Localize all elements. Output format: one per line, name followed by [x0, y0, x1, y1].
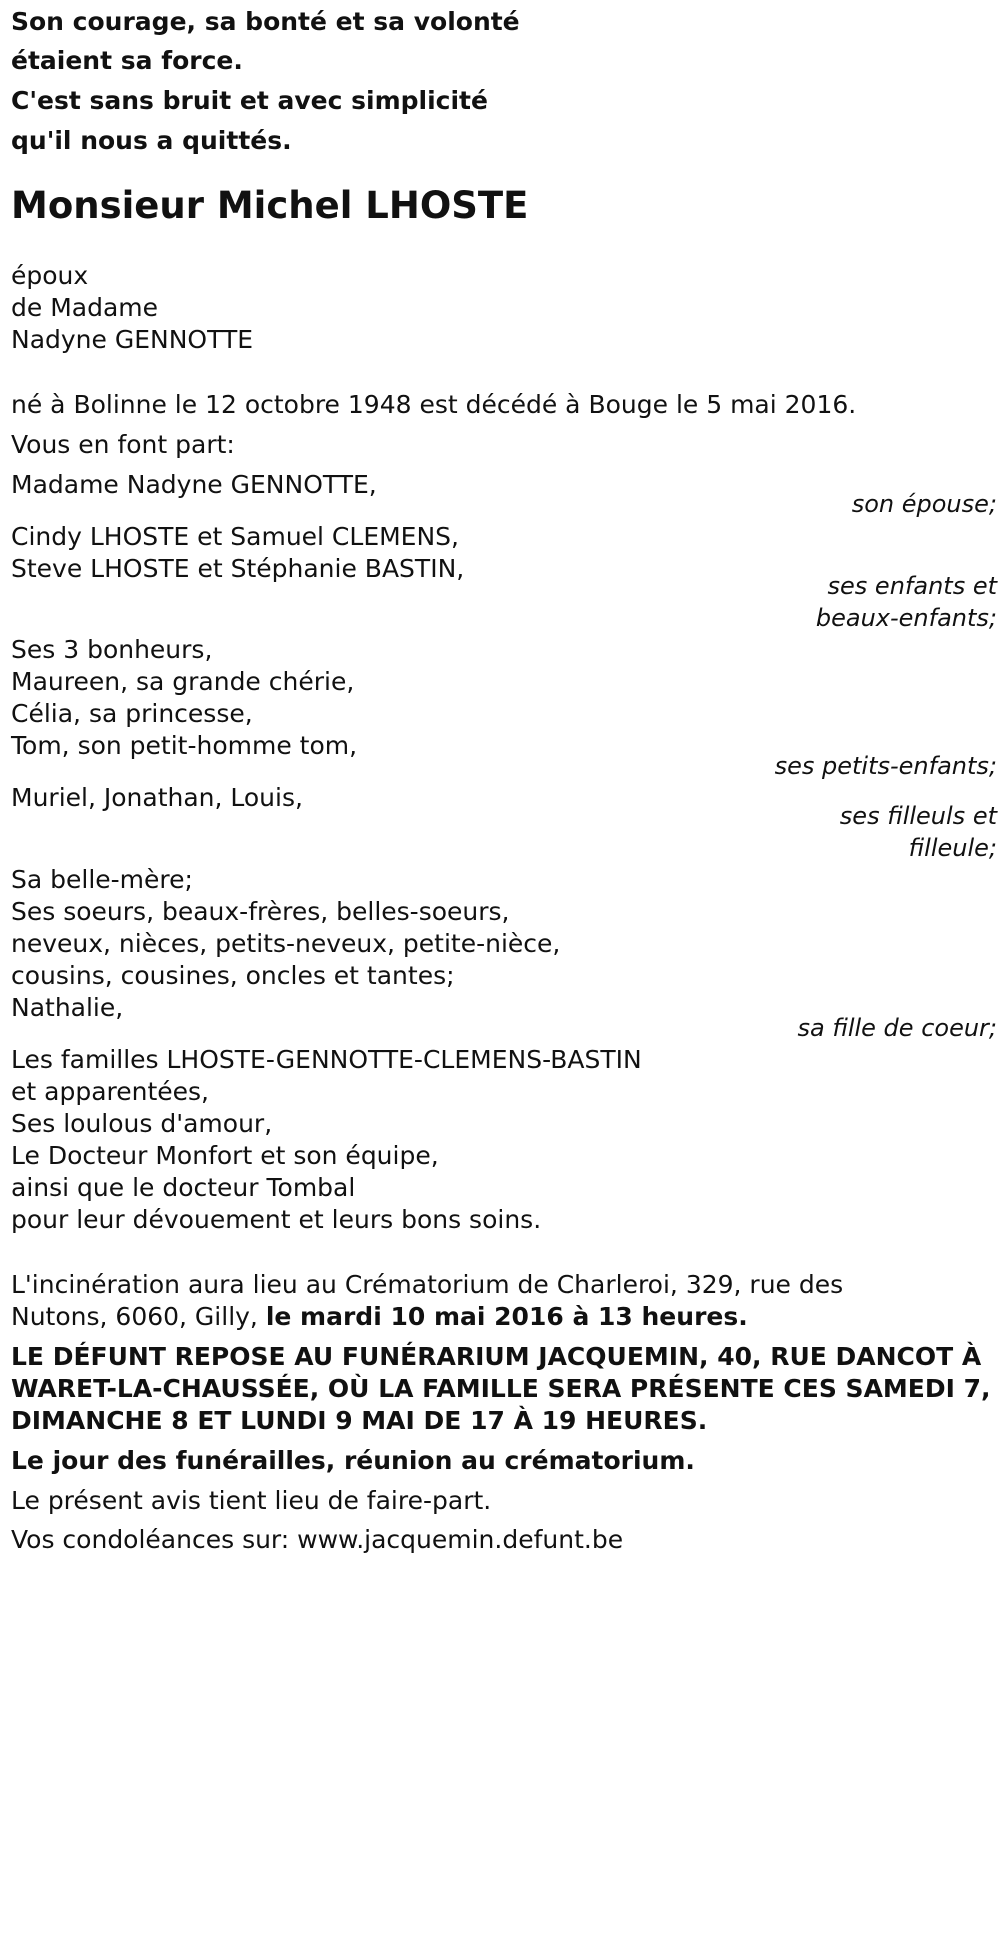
family-g2-line-1: Cindy LHOSTE et Samuel CLEMENS, — [11, 522, 459, 551]
cremation-line-2 — [11, 1302, 748, 1332]
family-g3-line-2: Maureen, sa grande chérie, — [11, 667, 355, 696]
funeral-day: Le jour des funérailles, réunion au crématorium. — [11, 1446, 695, 1475]
intro-line-3: C'est sans bruit et avec simplicité — [11, 86, 488, 115]
spouse-line-2: de Madame — [11, 293, 159, 322]
family-g6-line-5: ainsi que le docteur Tombal — [11, 1173, 356, 1202]
family-g6-line-2: et apparentées, — [11, 1077, 209, 1106]
family-g4-line-1: Muriel, Jonathan, Louis, — [11, 783, 303, 812]
deceased-name: Monsieur Michel LHOSTE — [11, 184, 529, 227]
family-g3-line-3: Célia, sa princesse, — [11, 699, 253, 728]
family-g5-line-2: Ses soeurs, beaux-frères, belles-soeurs, — [11, 897, 510, 926]
birth-death: né à Bolinne le 12 octobre 1948 est décédé à Bouge le 5 mai 2016. — [11, 390, 857, 419]
notice: Le présent avis tient lieu de faire-part. — [11, 1486, 492, 1515]
family-g1-line-1: Madame Nadyne GENNOTTE, — [11, 470, 377, 499]
intro-line-1: Son courage, sa bonté et sa volonté — [11, 7, 520, 36]
family-g6-line-6: pour leur dévouement et leurs bons soins. — [11, 1205, 542, 1234]
family-g6-line-1: Les familles LHOSTE-GENNOTTE-CLEMENS-BASTIN — [11, 1045, 642, 1074]
family-g3-line-1: Ses 3 bonheurs, — [11, 635, 213, 664]
family-g5-line-5: Nathalie, — [11, 993, 124, 1022]
cremation-datetime: le mardi 10 mai 2016 à 13 heures. — [265, 1302, 748, 1331]
repose-line-1: LE DÉFUNT REPOSE AU FUNÉRARIUM JACQUEMIN, 40, RUE DANCOT À — [11, 1342, 982, 1371]
intro-line-4: qu'il nous a quittés. — [11, 126, 292, 155]
family-g1-relation: son épouse; — [851, 490, 997, 518]
family-g5-relation: sa fille de coeur; — [797, 1014, 997, 1042]
intro-line-2: étaient sa force. — [11, 46, 243, 75]
family-g2-relation-1: ses enfants et — [827, 572, 997, 600]
family-g3-relation: ses petits-enfants; — [774, 752, 997, 780]
condolences: Vos condoléances sur: www.jacquemin.defunt.be — [11, 1525, 624, 1554]
family-g3-line-4: Tom, son petit-homme tom, — [11, 731, 358, 760]
repose-line-3: DIMANCHE 8 ET LUNDI 9 MAI DE 17 À 19 HEURES. — [11, 1406, 708, 1435]
family-g6-line-3: Ses loulous d'amour, — [11, 1109, 273, 1138]
family-g5-line-4: cousins, cousines, oncles et tantes; — [11, 961, 455, 990]
spouse-line-1: époux — [11, 261, 89, 290]
announce: Vous en font part: — [11, 430, 235, 459]
spouse-line-3: Nadyne GENNOTTE — [11, 325, 254, 354]
family-g5-line-3: neveux, nièces, petits-neveux, petite-nièce, — [11, 929, 561, 958]
family-g2-relation-2: beaux-enfants; — [815, 604, 997, 632]
cremation-line-1: L'incinération aura lieu au Crématorium de Charleroi, 329, rue des — [11, 1270, 844, 1299]
family-g5-line-1: Sa belle-mère; — [11, 865, 193, 894]
family-g4-relation-1: ses filleuls et — [839, 802, 997, 830]
family-g6-line-4: Le Docteur Monfort et son équipe, — [11, 1141, 439, 1170]
repose-line-2: WARET-LA-CHAUSSÉE, OÙ LA FAMILLE SERA PRÉSENTE CES SAMEDI 7, — [11, 1374, 991, 1403]
cremation-location: Nutons, 6060, Gilly, — [11, 1302, 266, 1331]
family-g2-line-2: Steve LHOSTE et Stéphanie BASTIN, — [11, 554, 465, 583]
family-g4-relation-2: filleule; — [908, 834, 997, 862]
